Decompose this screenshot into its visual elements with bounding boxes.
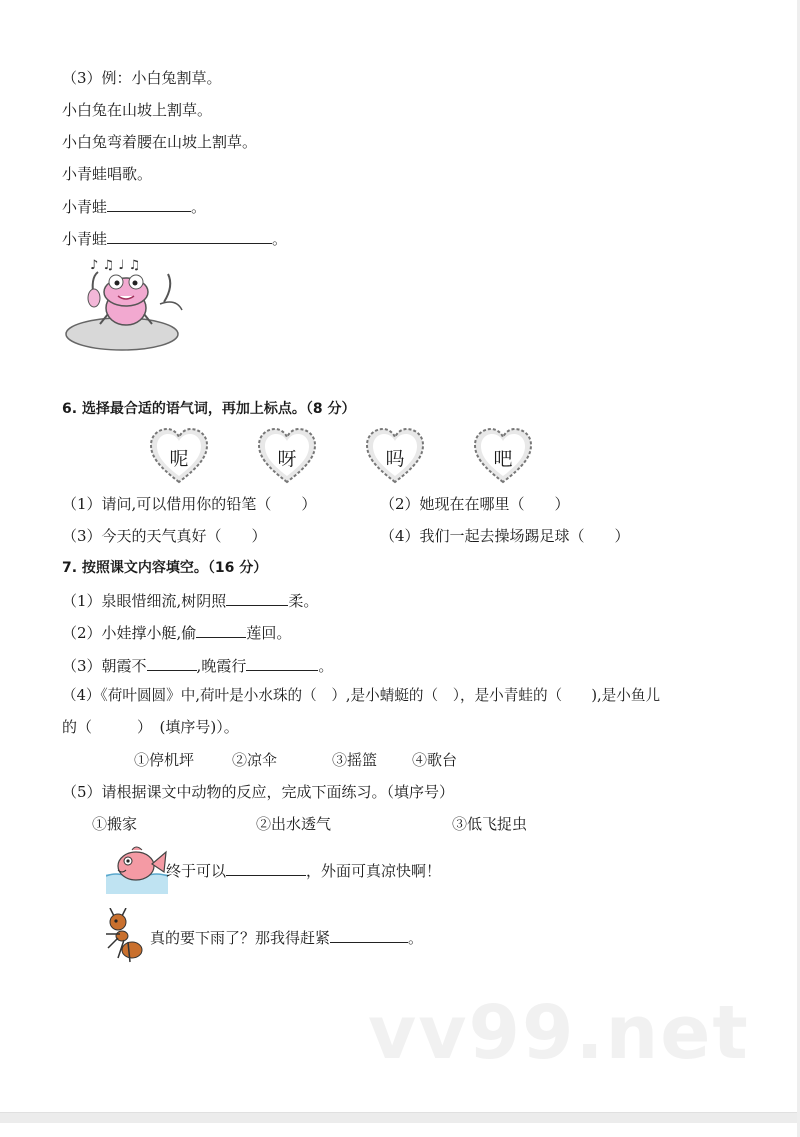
q7-s2-text-b: 莲回。	[246, 624, 292, 642]
q7-title: 7. 按照课文内容填空。（16 分）	[62, 560, 268, 576]
fish-icon	[106, 844, 168, 894]
q3-fill1-prefix: 小青蛙	[62, 198, 108, 216]
q7-s4-line-1: （4）《荷叶圆圆》中,荷叶是小水珠的（ ）,是小蜻蜓的（ ），是小青蛙的（ ),是小鱼儿	[62, 687, 661, 704]
fish-text-b: ，外面可真凉快啊！	[306, 862, 442, 880]
q3-fill2-blank[interactable]	[107, 229, 272, 244]
heart-word-1[interactable]	[148, 426, 210, 488]
ant-icon	[100, 908, 148, 964]
fish-sentence	[166, 861, 441, 881]
q7-sentence-2	[62, 623, 291, 643]
heart-word-4[interactable]	[472, 426, 534, 488]
q7-s4-line-2: 的（ ） (填序号)）。	[62, 718, 239, 736]
q6-item-2: （2）她现在在哪里（ ）	[380, 495, 570, 513]
frog-icon	[64, 258, 188, 354]
fish-illustration	[106, 844, 168, 894]
q3-fill2-prefix: 小青蛙	[62, 230, 108, 248]
q7-s5-title: （5）请根据课文中动物的反应，完成下面练习。（填序号）	[62, 783, 455, 801]
q6-title: 6. 选择最合适的语气词，再加上标点。（8 分）	[62, 401, 356, 417]
q3-fill1-blank[interactable]	[107, 197, 191, 212]
q7-s1-blank[interactable]	[226, 591, 288, 606]
ant-text-b: 。	[408, 929, 424, 947]
ant-blank[interactable]	[330, 928, 408, 943]
ant-sentence	[150, 928, 423, 948]
q7-s3-text-a: （3）朝霞不	[62, 657, 147, 675]
heart-word-2[interactable]	[256, 426, 318, 488]
ant-text-a: 真的要下雨了？那我得赶紧	[150, 929, 331, 947]
q3-example: （3）例：小白兔割草。	[62, 69, 222, 87]
q7-s2-blank[interactable]	[196, 623, 246, 638]
q7-sentence-3	[62, 656, 333, 676]
q3-fill1-suffix: 。	[191, 198, 207, 216]
q7-s2-text-a: （2）小娃撑小艇,偷	[62, 624, 197, 642]
q7-s4-option-1: ①停机坪	[134, 751, 195, 769]
q7-s1-text-b: 柔。	[288, 592, 319, 610]
q3-line2: 小白兔弯着腰在山坡上割草。	[62, 133, 258, 151]
fish-text-a: 终于可以	[166, 862, 227, 880]
q7-s4-option-2: ②凉伞	[232, 751, 278, 769]
q7-s3-blank-2[interactable]	[246, 656, 318, 671]
music-notes-icon: ♪ ♫ ♩ ♫	[90, 258, 141, 273]
q6-item-1: （1）请问,可以借用你的铅笔（ ）	[62, 495, 317, 513]
q6-item-4: （4）我们一起去操场踢足球（ ）	[380, 527, 630, 545]
q6-item-3: （3）今天的天气真好（ ）	[62, 527, 267, 545]
q7-s3-blank-1[interactable]	[147, 656, 197, 671]
q7-s5-option-3: ③低飞捉虫	[452, 815, 528, 833]
q7-s1-text-a: （1）泉眼惜细流,树阴照	[62, 592, 227, 610]
q7-s3-text-c: 。	[318, 657, 334, 675]
ant-illustration	[100, 908, 148, 964]
q7-s5-option-1: ①搬家	[92, 815, 138, 833]
fish-blank[interactable]	[226, 861, 306, 876]
q7-s3-text-b: ,晚霞行	[196, 657, 247, 675]
q7-s4-option-4: ④歌台	[412, 751, 458, 769]
heart-word-label: 吗	[385, 448, 405, 470]
q7-s4-option-3: ③摇篮	[332, 751, 378, 769]
heart-word-label: 呢	[169, 448, 189, 470]
q7-s5-option-2: ②出水透气	[256, 815, 332, 833]
heart-word-label: 呀	[277, 448, 297, 470]
q3-fill1	[62, 197, 206, 217]
q3-fill2-suffix: 。	[272, 230, 288, 248]
q3-fill2	[62, 229, 287, 249]
page-bottom-edge	[0, 1112, 800, 1123]
watermark: vv99.net	[368, 990, 750, 1076]
q3-line3: 小青蛙唱歌。	[62, 165, 153, 183]
heart-word-label: 吧	[493, 448, 513, 470]
q3-line1: 小白兔在山坡上割草。	[62, 101, 213, 119]
singing-frog-illustration	[64, 258, 188, 354]
q7-sentence-1	[62, 591, 318, 611]
heart-word-3[interactable]	[364, 426, 426, 488]
